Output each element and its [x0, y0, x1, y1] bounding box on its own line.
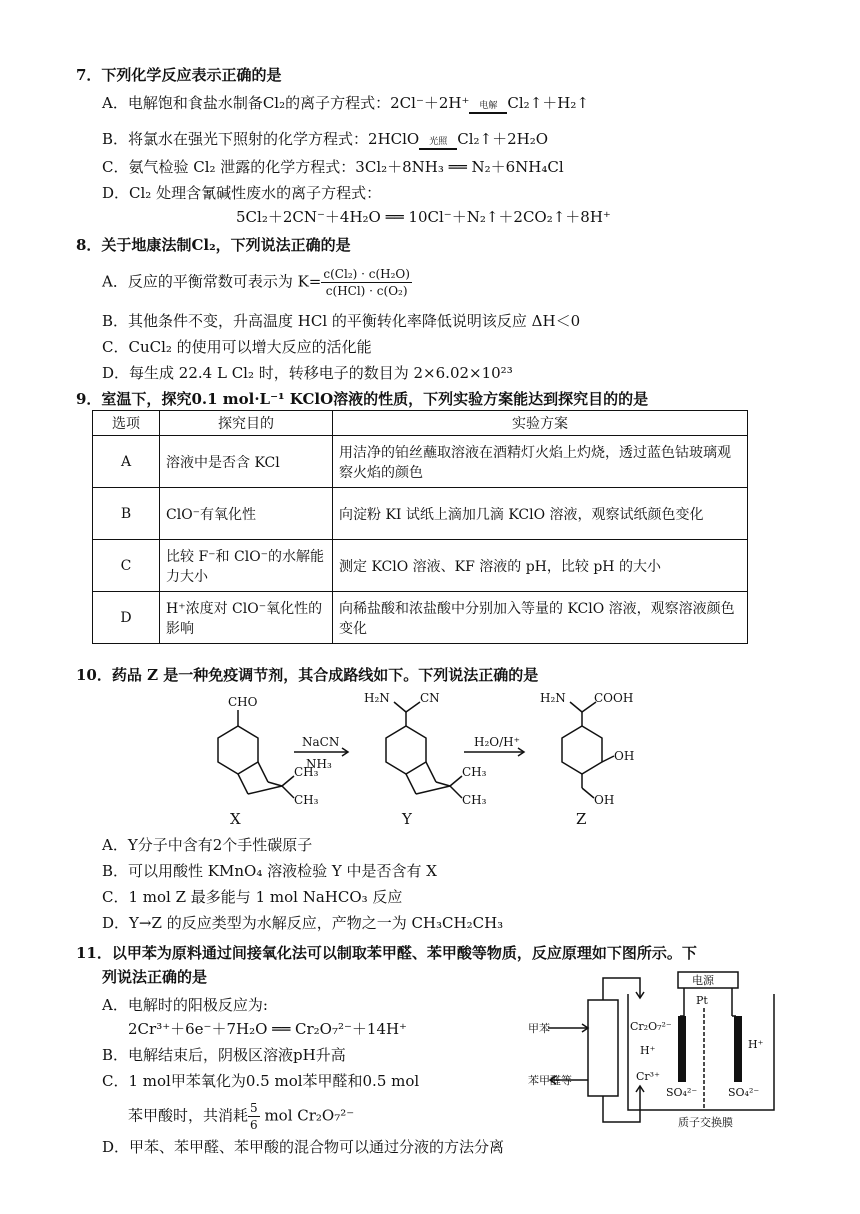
table-row	[93, 488, 748, 540]
row-a-plan: 用洁净的铂丝蘸取溶液在酒精灯火焰上灼烧，透过蓝色钴玻璃观察火焰的颜色	[333, 436, 748, 488]
reagent1-top: NaCN	[302, 735, 340, 749]
x-benzene-ring	[218, 726, 258, 774]
z-oh-ring-label: OH	[614, 749, 635, 763]
reagent1-bottom: NH₃	[306, 757, 332, 771]
q11-c-prefix: 苯甲酸时，共消耗	[128, 1106, 249, 1125]
hplus-right-label: H⁺	[748, 1038, 764, 1051]
table-header-option: 选项	[93, 411, 160, 436]
q8-a-prefix: A．反应的平衡常数可表示为 K=	[102, 272, 322, 291]
row-d-option: D	[93, 592, 160, 644]
q7-b-condition-arrow	[419, 137, 457, 150]
y-cn-label: CN	[420, 691, 440, 705]
x-label: X	[230, 810, 241, 828]
cathode-electrode	[734, 1016, 742, 1082]
row-a-option: A	[93, 436, 160, 488]
q9-stem: 9．室温下，探究0.1 mol·L⁻¹ KClO溶液的性质，下列实验方案能达到探究目的的是	[76, 390, 649, 408]
q7-b-cond-text: 光照	[429, 137, 448, 147]
q11-stem-line2: 列说法正确的是	[102, 968, 208, 986]
q7-a-prefix: A．电解饱和食盐水制备Cl₂的离子方程式：2Cl⁻＋2H⁺	[102, 94, 470, 112]
q7-a-suffix: Cl₂↑＋H₂↑	[507, 94, 589, 112]
row-d-purpose: H⁺浓度对 ClO⁻氧化性的影响	[160, 592, 333, 644]
q7-option-a	[102, 92, 589, 114]
q10-option-a: A．Y分子中含有2个手性碳原子	[102, 836, 313, 854]
table-header-plan: 实验方案	[333, 411, 748, 436]
products-label: 苯甲醛等	[528, 1074, 572, 1087]
q7-b-suffix: Cl₂↑＋2H₂O	[457, 130, 549, 148]
q7-option-b	[102, 128, 548, 150]
q7-option-c: C．氨气检验 Cl₂ 泄露的化学方程式：3Cl₂＋8NH₃ ══ N₂＋6NH₄Cl	[102, 158, 564, 176]
q10-option-b: B．可以用酸性 KMnO₄ 溶液检验 Y 中是否含有 X	[102, 862, 437, 880]
q7-a-cond-text: 电解	[479, 101, 498, 111]
table-row	[93, 540, 748, 592]
row-a-purpose: 溶液中是否含 KCl	[160, 436, 333, 488]
reactor-column	[588, 1000, 618, 1096]
hplus-left-label: H⁺	[640, 1044, 656, 1057]
q8-k-numerator: c(Cl₂) · c(H₂O)	[323, 267, 410, 281]
cr2o7-label: Cr₂O₇²⁻	[630, 1020, 672, 1033]
membrane-label: 质子交换膜	[678, 1116, 733, 1129]
q11-stem-line1: 11．以甲苯为原料通过间接氧化法可以制取苯甲醛、苯甲酸等物质，反应原理如下图所示。下	[76, 944, 697, 962]
q8-option-b: B．其他条件不变，升高温度 HCl 的平衡转化率降低说明该反应 ΔH＜0	[102, 312, 581, 330]
x-ch3-bottom: CH₃	[294, 793, 319, 807]
row-b-option: B	[93, 488, 160, 540]
cr3-label: Cr³⁺	[636, 1070, 660, 1083]
q7-stem: 7．下列化学反应表示正确的是	[76, 66, 282, 84]
toluene-label: 甲苯	[528, 1022, 550, 1035]
q11-c-numerator: 5	[250, 1101, 258, 1115]
z-benzene-ring	[562, 726, 602, 774]
q8-option-c: C．CuCl₂ 的使用可以增大反应的活化能	[102, 338, 372, 356]
reagent2-top: H₂O/H⁺	[474, 735, 520, 749]
y-ch3-bottom: CH₃	[462, 793, 487, 807]
row-c-purpose: 比较 F⁻和 ClO⁻的水解能力大小	[160, 540, 333, 592]
q8-k-denominator: c(HCl) · c(O₂)	[325, 284, 408, 298]
row-c-option: C	[93, 540, 160, 592]
q11-option-c-line2	[128, 1100, 354, 1133]
q11-a-equation: 2Cr³⁺＋6e⁻＋7H₂O ══ Cr₂O₇²⁻＋14H⁺	[128, 1020, 407, 1038]
y-h2n-label: H₂N	[364, 691, 390, 705]
row-d-plan: 向稀盐酸和浓盐酸中分别加入等量的 KClO 溶液，观察溶液颜色变化	[333, 592, 748, 644]
y-benzene-ring	[386, 726, 426, 774]
q11-c-denominator: 6	[250, 1118, 258, 1132]
q8-k-fraction	[321, 266, 412, 299]
x-cho-label: CHO	[228, 695, 258, 709]
x-ch3-top: CH₃	[294, 765, 319, 779]
y-ch3-top: CH₃	[462, 765, 487, 779]
z-h2n-label: H₂N	[540, 691, 566, 705]
q10-stem: 10．药品 Z 是一种免疫调节剂，其合成路线如下。下列说法正确的是	[76, 666, 539, 684]
q10-option-d: D．Y→Z 的反应类型为水解反应，产物之一为 CH₃CH₂CH₃	[102, 914, 504, 932]
table-row	[93, 436, 748, 488]
anode-electrode	[678, 1016, 686, 1082]
z-label: Z	[576, 810, 587, 828]
z-oh-chain-label: OH	[594, 793, 615, 807]
q7-b-prefix: B．将氯水在强光下照射的化学方程式：2HClO	[102, 130, 420, 148]
q8-option-d: D．每生成 22.4 L Cl₂ 时，转移电子的数目为 2×6.02×10²³	[102, 364, 513, 382]
pt-label: Pt	[696, 994, 708, 1007]
q7-option-d: D．Cl₂ 处理含氰碱性废水的离子方程式：	[102, 184, 382, 202]
table-row	[93, 592, 748, 644]
row-b-purpose: ClO⁻有氧化性	[160, 488, 333, 540]
q11-c-fraction	[248, 1100, 260, 1133]
table-header-row	[93, 411, 748, 436]
q11-c-suffix: mol Cr₂O₇²⁻	[264, 1106, 355, 1125]
q8-stem: 8．关于地康法制Cl₂，下列说法正确的是	[76, 236, 351, 254]
q11-option-d: D．甲苯、苯甲醛、苯甲酸的混合物可以通过分液的方法分离	[102, 1138, 505, 1156]
so4-right-label: SO₄²⁻	[728, 1086, 760, 1099]
q11-electrolysis-diagram	[528, 968, 784, 1132]
q11-option-c-line1: C．1 mol甲苯氧化为0.5 mol苯甲醛和0.5 mol	[102, 1072, 420, 1090]
row-c-plan: 测定 KClO 溶液、KF 溶液的 pH，比较 pH 的大小	[333, 540, 748, 592]
so4-left-label: SO₄²⁻	[666, 1086, 698, 1099]
q10-option-c: C．1 mol Z 最多能与 1 mol NaHCO₃ 反应	[102, 888, 403, 906]
power-label: 电源	[692, 974, 714, 987]
q9-experiment-table	[92, 410, 748, 644]
q8-option-a	[102, 266, 412, 299]
table-header-purpose: 探究目的	[160, 411, 333, 436]
q10-synthesis-scheme	[190, 690, 670, 830]
z-cooh-label: COOH	[594, 691, 634, 705]
y-label: Y	[402, 810, 412, 828]
row-b-plan: 向淀粉 KI 试纸上滴加几滴 KClO 溶液，观察试纸颜色变化	[333, 488, 748, 540]
q11-option-b: B．电解结束后，阴极区溶液pH升高	[102, 1046, 346, 1064]
q11-option-a: A．电解时的阳极反应为:	[102, 996, 268, 1014]
q7-a-condition-arrow	[469, 101, 507, 114]
q7-d-equation: 5Cl₂＋2CN⁻＋4H₂O ══ 10Cl⁻＋N₂↑＋2CO₂↑＋8H⁺	[236, 208, 611, 226]
